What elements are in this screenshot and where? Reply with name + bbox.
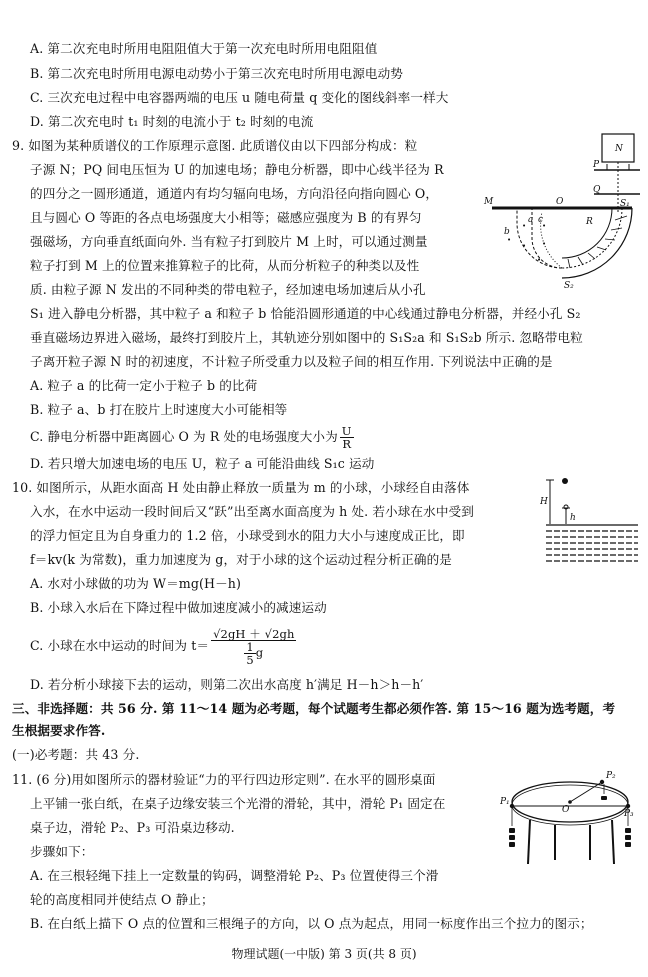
label-p3: P₃	[624, 809, 634, 819]
q10-option-d: D. 若分析小球接下去的运动，则第二次出水高度 h′满足 H－h＞h－h′	[30, 677, 424, 692]
q10-stem-line: f＝kv(k 为常数)，重力加速度为 g，对于小球的这个运动过程分析正确的是	[30, 552, 452, 567]
q10-stem-line: 10. 如图所示，从距水面高 H 处由静止释放一质量为 m 的小球，小球经自由落体	[12, 480, 470, 495]
q11-step-b: B. 在白纸上描下 O 点的位置和三根绳子的方向，以 O 点为起点，用同一标度作出三个拉力的图示；	[30, 916, 593, 931]
label-p1: P₁	[500, 797, 510, 807]
q9-stem-line: 且与圆心 O 等距的各点电场强度大小相等；磁感应强度为 B 的有界匀	[30, 210, 422, 225]
fraction-denominator: R	[342, 437, 352, 451]
inner-fraction	[244, 641, 255, 666]
round-table-figure	[500, 768, 640, 868]
svg-text:•: •	[537, 256, 542, 264]
q9-stem-line: 子离开粒子源 N 时的初速度，不计粒子所受重力以及粒子间的相互作用. 下列说法中正确的是	[30, 354, 553, 369]
q10-fraction	[211, 628, 296, 666]
label-s1: S₁	[620, 199, 630, 209]
q11-step-a-cont: 轮的高度相同并使结点 O 静止；	[30, 892, 214, 907]
q10-option-c	[30, 622, 298, 670]
inner-g: g	[255, 645, 264, 659]
fraction-numerator: √2gH ＋ √2gh	[213, 626, 295, 641]
q9-stem-line: 质. 由粒子源 N 发出的不同种类的带电粒子，经加速电场加速后从小孔	[30, 282, 426, 297]
q9-stem-line: 强磁场，方向垂直纸面向外. 当有粒子打到胶片 M 上时，可以通过测量	[30, 234, 428, 249]
mass-spectrometer-figure	[482, 132, 640, 290]
q9-stem-line: 子源 N；PQ 间电压恒为 U 的加速电场；静电分析器，即中心线半径为 R	[30, 162, 444, 177]
inner-numerator: 1	[246, 639, 254, 654]
svg-text:•: •	[522, 242, 527, 250]
label-a: a	[528, 215, 534, 225]
label-p: P	[593, 160, 600, 170]
svg-text:•: •	[507, 236, 512, 244]
q10-stem-line: 入水，在水中运动一段时间后又“跃”出至离水面高度为 h 处. 若小球在水中受到	[30, 504, 474, 519]
section3-heading: 三、非选择题：共 56 分. 第 11～14 题为必考题，每个试题考生都必须作答. 第 15～16 题为选考题，考	[12, 701, 616, 716]
label-s2: S₂	[564, 281, 574, 290]
q8-option-a: A. 第二次充电时所用电阻阻值大于第一次充电时所用电阻阻值	[30, 41, 378, 56]
fraction-denominator	[211, 641, 296, 666]
fraction-numerator: U	[341, 424, 352, 438]
label-small-h: h	[570, 513, 576, 523]
section3-subheading: (一)必考题：共 43 分.	[12, 747, 140, 762]
label-c: c	[538, 215, 544, 225]
q8-option-b: B. 第二次充电时所用电源电动势小于第三次充电时所用电源电动势	[30, 66, 403, 81]
q11-line: 桌子边，滑轮 P₂、P₃ 可沿桌边移动.	[30, 820, 235, 835]
q9-option-c-text: C. 静电分析器中距离圆心 O 为 R 处的电场强度大小为	[30, 429, 338, 444]
q9-stem-line: 9. 如图为某种质谱仪的工作原理示意图. 此质谱仪由以下四部分构成：粒	[12, 138, 418, 153]
q11-line: 步骤如下：	[30, 844, 94, 859]
q9-stem-line: 粒子打到 M 上的位置来推算粒子的比荷，从而分析粒子的种类以及性	[30, 258, 420, 273]
svg-text:•: •	[522, 222, 527, 230]
svg-text:•: •	[542, 240, 547, 248]
q9-stem-line: S₁ 进入静电分析器，其中粒子 a 和粒子 b 恰能沿圆形通道的中心线通过静电分析器，并经小孔 S₂	[30, 306, 581, 321]
section3-heading-cont: 生根据要求作答.	[12, 723, 106, 738]
q10-option-c-text: C. 小球在水中运动的时间为 t＝	[30, 638, 210, 653]
q9-option-a: A. 粒子 a 的比荷一定小于粒子 b 的比荷	[30, 378, 258, 393]
q9-option-c	[30, 424, 356, 450]
q11-step-a: A. 在三根轻绳下挂上一定数量的钩码，调整滑轮 P₂、P₃ 位置使得三个滑	[30, 868, 439, 883]
label-p2: P₂	[606, 771, 616, 781]
q9-option-b: B. 粒子 a、b 打在胶片上时速度大小可能相等	[30, 402, 288, 417]
label-b: b	[504, 227, 510, 237]
label-big-h: H	[540, 497, 548, 507]
q8-option-d: D. 第二次充电时 t₁ 时刻的电流小于 t₂ 时刻的电流	[30, 114, 314, 129]
label-m: M	[484, 197, 494, 207]
inner-denominator: 5	[246, 652, 254, 667]
label-q: Q	[593, 185, 601, 195]
label-o: O	[556, 197, 564, 207]
q9-fraction	[340, 425, 354, 450]
svg-text:•: •	[542, 222, 547, 230]
page-footer: 物理试题(一中版) 第 3 页(共 8 页)	[231, 947, 417, 961]
q9-option-d: D. 若只增大加速电场的电压 U，粒子 a 可能沿曲线 S₁c 运动	[30, 456, 375, 471]
ball-water-figure	[540, 476, 640, 568]
q9-stem-line: 垂直磁场边界进入磁场，最终打到胶片上，其轨迹分别如图中的 S₁S₂a 和 S₁S₂b 所示. 忽略带电粒	[30, 330, 583, 345]
q10-option-b: B. 小球入水后在下降过程中做加速度减小的减速运动	[30, 600, 327, 615]
q11-line: 上平铺一张白纸，在桌子边缘安装三个光滑的滑轮，其中，滑轮 P₁ 固定在	[30, 796, 446, 811]
label-o: O	[562, 805, 570, 815]
q11-line: 11. (6 分)用如图所示的器材验证“力的平行四边形定则”. 在水平的圆形桌面	[12, 772, 436, 787]
q8-option-c: C. 三次充电过程中电容器两端的电压 u 随电荷量 q 变化的图线斜率一样大	[30, 90, 449, 105]
label-r: R	[586, 217, 593, 227]
q10-stem-line: 的浮力恒定且为自身重力的 1.2 倍，小球受到水的阻力大小与速度成正比，即	[30, 528, 465, 543]
q9-stem-line: 的四分之一圆形通道，通道内有均匀辐向电场，方向沿径向指向圆心 O，	[30, 186, 439, 201]
label-n: N	[615, 144, 623, 154]
q10-option-a: A. 水对小球做的功为 W＝mg(H－h)	[30, 576, 242, 591]
